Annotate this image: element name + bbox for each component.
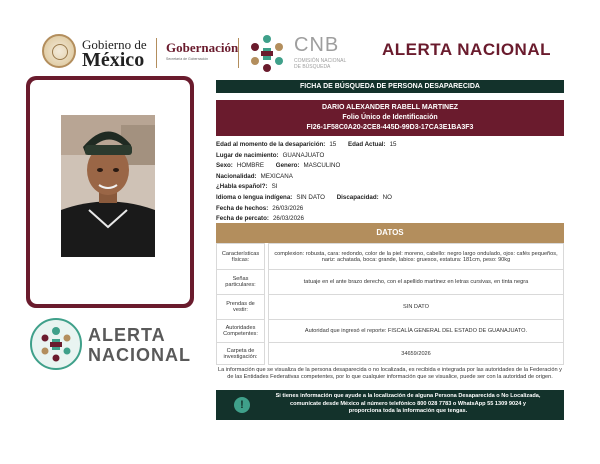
contact-bar	[216, 390, 564, 420]
info-row	[216, 193, 564, 204]
logo-word-alerta: ALERTA	[88, 325, 166, 345]
table-row	[217, 343, 564, 365]
fecha-percato-label: Fecha de percato:	[216, 215, 269, 223]
info-row	[216, 182, 564, 193]
header-divider	[156, 38, 157, 68]
cnb-emblem-icon	[245, 33, 289, 73]
edad-desaparicion-label: Edad al momento de la desaparición:	[216, 141, 326, 148]
table-row	[217, 244, 564, 270]
person-name: DARIO ALEXANDER RABELL MARTINEZ	[321, 104, 459, 111]
carpeta-value: 34659/2026	[269, 343, 564, 365]
caracteristicas-label: Características físicas:	[217, 244, 265, 270]
alerta-nacional-emblem-icon	[30, 318, 82, 370]
gobernacion-subtitle: Secretaría de Gobernación	[166, 57, 209, 61]
info-row	[216, 140, 564, 151]
datos-table	[216, 243, 564, 365]
person-photo	[61, 115, 155, 257]
edad-actual-value: 15	[389, 141, 397, 148]
contact-line: comunícate desde México al número telefónico 800 028 7783 o WhatsApp 55 1309 9024 y	[290, 400, 526, 407]
autoridades-value: Autoridad que ingresó el reporte: FISCALÍA GENERAL DEL ESTADO DE GUANAJUATO.	[269, 320, 564, 343]
prendas-value: SIN DATO	[269, 295, 564, 320]
disclaimer-text: La información que se visualiza de la persona desaparecida o no localizada, es recibida e integrada por las autoridades de la Federación y de las Entidades Federativas competentes, por lo que cualquier información que se visualice, puede ser con la autoridad de origen.	[218, 367, 562, 381]
datos-title-bar: DATOS	[216, 223, 564, 243]
person-info	[216, 140, 564, 235]
fecha-hechos-value: 26/03/2026	[272, 204, 304, 212]
discapacidad-label: Discapacidad:	[336, 193, 379, 201]
info-row	[216, 204, 564, 215]
senas-label: Señas particulares:	[217, 270, 265, 295]
alert-title: ALERTA NACIONAL	[382, 40, 551, 59]
cnb-subtitle-line1: COMISIÓN NACIONAL	[294, 58, 347, 64]
edad-desaparicion-value: 15	[329, 141, 337, 148]
alerta-nacional-logo	[30, 318, 190, 370]
idioma-label: Idioma o lengua indígena:	[216, 193, 293, 201]
gobierno-de-text: Gobierno de	[82, 37, 147, 52]
contact-text	[260, 393, 556, 416]
table-row	[217, 270, 564, 295]
sexo-value: HOMBRE	[236, 162, 265, 170]
info-row	[216, 151, 564, 162]
genero-label: Genero:	[275, 162, 300, 170]
sexo-label: Sexo:	[216, 162, 233, 170]
ficha-title-bar: FICHA DE BÚSQUEDA DE PERSONA DESAPARECIDA	[216, 80, 564, 93]
table-row	[217, 295, 564, 320]
habla-espanol-label: ¿Habla español?:	[216, 183, 268, 191]
header-divider	[238, 38, 239, 68]
edad-actual-label: Edad Actual:	[347, 141, 386, 148]
person-name-bar	[216, 100, 564, 136]
gobernacion-logo: Gobernación	[166, 40, 239, 55]
folio-label: Folio Único de Identificación	[342, 114, 438, 121]
cnb-title: CNB	[294, 34, 340, 56]
idioma-value: SIN DATO	[296, 193, 325, 201]
contact-line: proporciona toda la información que tengas.	[348, 408, 468, 415]
carpeta-label: Carpeta de investigación:	[217, 343, 265, 365]
table-row	[217, 320, 564, 343]
mexico-text: México	[82, 49, 145, 71]
logo-word-nacional: NACIONAL	[88, 345, 191, 365]
folio-number: FI26-1F58C0A20-2CE8-445D-99D3-17CA3E1BA3F3	[306, 124, 474, 131]
cnb-subtitle-line2: DE BÚSQUEDA	[294, 64, 331, 70]
prendas-label: Prendas de vestir:	[217, 295, 265, 320]
autoridades-label: Autoridades Competentes:	[217, 320, 265, 343]
lugar-nacimiento-value: GUANAJUATO	[282, 151, 325, 159]
contact-line: Si tienes información que ayude a la localización de alguna Persona Desaparecida o No Localizada,	[275, 393, 541, 399]
nacionalidad-label: Nacionalidad:	[216, 172, 257, 180]
fecha-hechos-label: Fecha de hechos:	[216, 204, 269, 212]
discapacidad-value: NO	[382, 193, 392, 201]
senas-value: tatuaje en el ante brazo derecho, con el apellido martinez en letras cursivas, en tinta negra	[269, 270, 564, 295]
national-seal-icon	[42, 34, 76, 68]
lugar-nacimiento-label: Lugar de nacimiento:	[216, 151, 279, 159]
exclamation-icon: !	[234, 397, 250, 413]
caracteristicas-value: complexion: robusta, cara: redondo, color de la piel: moreno, cabello: negro largo ondulado, ojos: cafés pequeños, nariz: achatada, boca: grande, labios: gruesos, estatura: 181cm, peso: 90kg	[269, 244, 564, 270]
info-row	[216, 161, 564, 172]
fecha-percato-value: 26/03/2026	[272, 215, 304, 223]
genero-value: MASCULINO	[303, 162, 341, 170]
habla-espanol-value: SI	[271, 183, 278, 191]
nacionalidad-value: MEXICANA	[260, 172, 293, 180]
header	[0, 0, 600, 80]
info-row	[216, 172, 564, 183]
